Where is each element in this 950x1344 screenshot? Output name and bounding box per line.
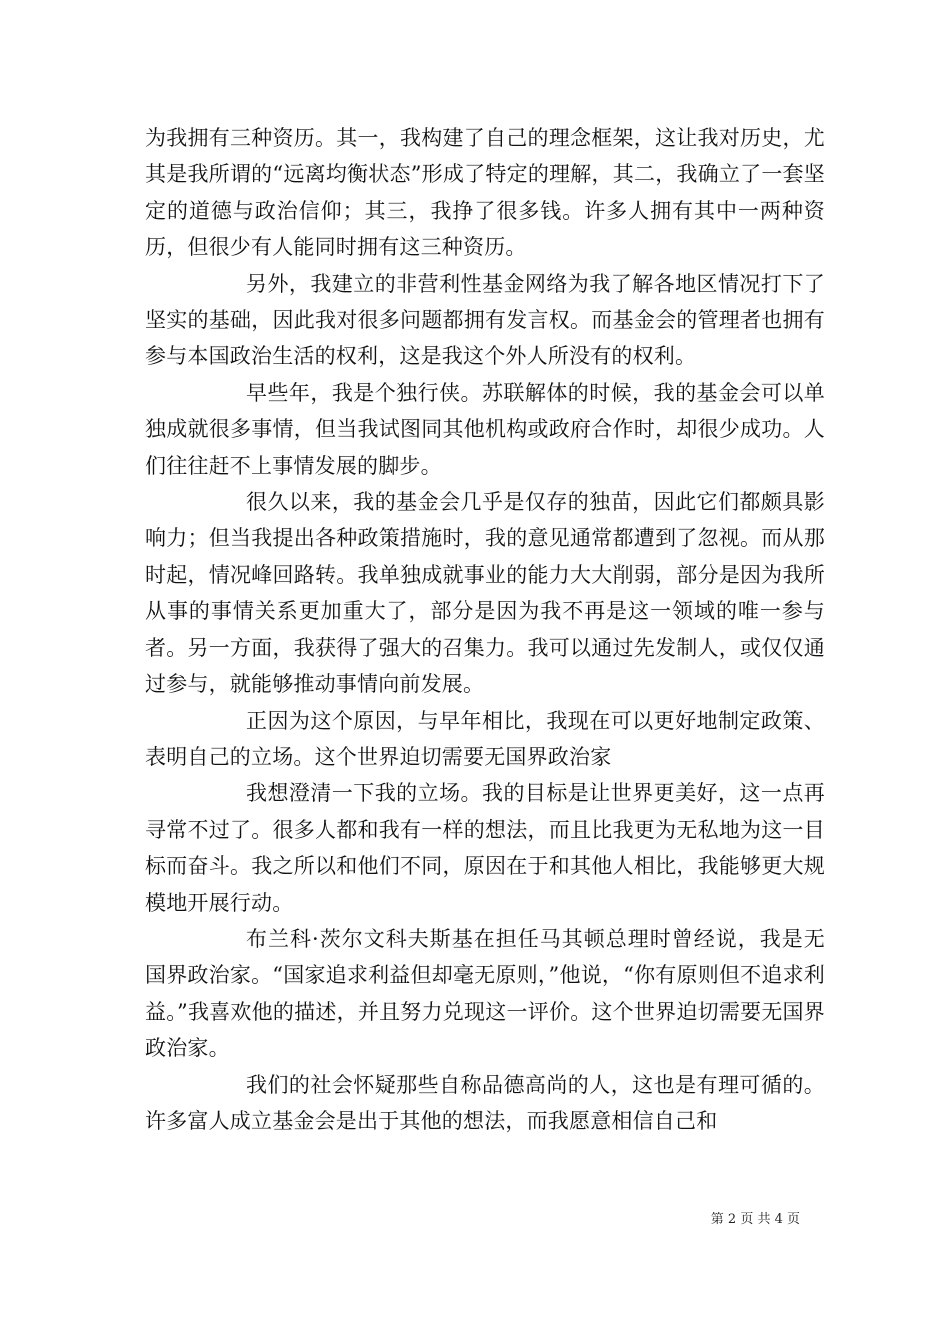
body-text (145, 120, 825, 1139)
paragraph-3: 早些年，我是个独行侠。苏联解体的时候，我的基金会可以单独成就很多事情，但当我试图同其他机构或政府合作时，却很少成功。人们往往赶不上事情发展的脚步。 (145, 380, 825, 478)
paragraph-7: 布兰科·茨尔文科夫斯基在担任马其顿总理时曾经说，我是无国界政治家。“国家追求利益但却毫无原则，”他说，“你有原则但不追求利益。”我喜欢他的描述，并且努力兑现这一评价。这个世界迫切需要无国界政治家。 (145, 926, 825, 1061)
paragraph-1: 为我拥有三种资历。其一，我构建了自己的理念框架，这让我对历史，尤其是我所谓的“远离均衡状态”形成了特定的理解，其二，我确立了一套坚定的道德与政治信仰；其三，我挣了很多钱。许多人拥有其中一两种资历，但很少有人能同时拥有这三种资历。 (145, 126, 825, 260)
page-number-footer: 第 2 页 共 4 页 (710, 1212, 800, 1227)
paragraph-5: 正因为这个原因，与早年相比，我现在可以更好地制定政策、表明自己的立场。这个世界迫切需要无国界政治家 (145, 708, 825, 769)
paragraph-8: 我们的社会怀疑那些自称品德高尚的人，这也是有理可循的。许多富人成立基金会是出于其他的想法，而我愿意相信自己和 (145, 1072, 825, 1133)
paragraph-2: 另外，我建立的非营利性基金网络为我了解各地区情况打下了坚实的基础，因此我对很多问题都拥有发言权。而基金会的管理者也拥有参与本国政治生活的权利，这是我这个外人所没有的权利。 (145, 271, 825, 369)
paragraph-6: 我想澄清一下我的立场。我的目标是让世界更美好，这一点再寻常不过了。很多人都和我有一样的想法，而且比我更为无私地为这一目标而奋斗。我之所以和他们不同，原因在于和其他人相比，我能够更大规模地开展行动。 (145, 781, 825, 915)
paragraph-4: 很久以来，我的基金会几乎是仅存的独苗，因此它们都颇具影响力；但当我提出各种政策措施时，我的意见通常都遭到了忽视。而从那时起，情况峰回路转。我单独成就事业的能力大大削弱，部分是因为我所从事的事情关系更加重大了，部分是因为我不再是这一领域的唯一参与者。另一方面，我获得了强大的召集力。我可以通过先发制人，或仅仅通过参与，就能够推动事情向前发展。 (145, 490, 825, 697)
